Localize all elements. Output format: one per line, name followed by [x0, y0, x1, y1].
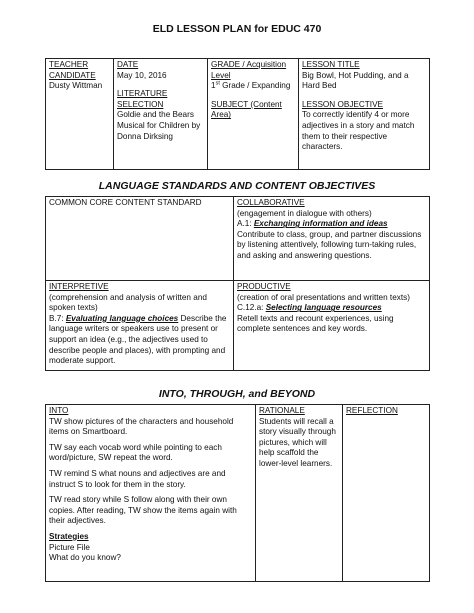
- reflection-cell: [343, 405, 430, 582]
- strategy-item: Picture File: [49, 542, 90, 552]
- into-label: INTO: [49, 406, 69, 415]
- standards-table: [45, 196, 430, 371]
- grade-suffix: st: [215, 80, 220, 87]
- into-paragraph-4: TW read story while S follow along with their own copies. After reading, TW show the items again with their adjectives.: [49, 495, 237, 526]
- grade-label: GRADE / Acquisition Level: [211, 60, 287, 80]
- teacher-value: Dusty Wittman: [49, 81, 103, 91]
- into-cell: [46, 405, 256, 582]
- strategies-label: Strategies: [49, 531, 89, 541]
- page-title: ELD LESSON PLAN for EDUC 470: [152, 23, 322, 35]
- literature-label: LITERATURE SELECTION: [117, 89, 168, 109]
- collaborative-desc: (engagement in dialogue with others): [237, 208, 372, 218]
- collaborative-label: COLLABORATIVE: [237, 198, 305, 207]
- grade-number: 1: [211, 81, 216, 91]
- itb-section-title: INTO, THROUGH, and BEYOND: [158, 388, 316, 400]
- common-core-cell: [46, 197, 234, 281]
- rationale-cell: [256, 405, 343, 582]
- collaborative-code: A.1:: [237, 219, 254, 229]
- common-core-label: COMMON CORE CONTENT STANDARD: [49, 198, 202, 207]
- subject-label: SUBJECT (Content Area): [211, 99, 282, 120]
- teacher-label: TEACHER CANDIDATE: [49, 60, 96, 80]
- productive-cell: [234, 281, 430, 371]
- grade-cell: [208, 59, 299, 170]
- collaborative-title: Exchanging information and ideas: [253, 219, 388, 229]
- standards-section-title: LANGUAGE STANDARDS AND CONTENT OBJECTIVES: [98, 180, 376, 192]
- interpretive-code: B.7:: [49, 313, 66, 323]
- productive-desc: (creation of oral presentations and written texts): [237, 292, 410, 302]
- date-label: DATE: [117, 60, 139, 69]
- interpretive-label: INTERPRETIVE: [49, 282, 109, 291]
- productive-code: C.12.a:: [237, 303, 266, 313]
- strategy-item: What do you know?: [49, 553, 121, 563]
- lesson-title-value: Big Bowl, Hot Pudding, and a Hard Bed: [302, 70, 409, 91]
- productive-label: PRODUCTIVE: [237, 282, 291, 291]
- lesson-info-table: [45, 58, 430, 170]
- teacher-cell: [46, 59, 114, 170]
- date-cell: [114, 59, 208, 170]
- lesson-title-label: LESSON TITLE: [302, 60, 360, 69]
- date-value: May 10, 2016: [117, 70, 167, 80]
- grade-value: [211, 81, 296, 92]
- collaborative-text: Contribute to class, group, and partner discussions by listening attentively, following turn-taking rules, and asking and answering questions.: [237, 229, 422, 260]
- into-paragraph-3: TW remind S what nouns and adjectives are and instruct S to look for them in the story.: [49, 468, 226, 489]
- interpretive-desc: (comprehension and analysis of written and spoken texts): [49, 292, 207, 313]
- objective-value: To correctly identify 4 or more adjectives in a story and match them to their respective characters.: [302, 110, 415, 152]
- interpretive-text: Describe the language writers or speakers use to present or support an idea (e.g., the adjectives used to describe people and places), with prompting and moderate support.: [49, 313, 227, 366]
- reflection-label: REFLECTION: [346, 406, 398, 415]
- into-paragraph-1: TW show pictures of the characters and household items on Smartboard.: [49, 416, 234, 437]
- interpretive-cell: [46, 281, 234, 371]
- rationale-text: Students will recall a story visually through pictures, which will help scaffold the lower-level learners.: [259, 416, 336, 468]
- rationale-label: RATIONALE: [259, 406, 305, 415]
- interpretive-title: Evaluating language choices: [65, 313, 179, 323]
- productive-title: Selecting language resources: [265, 303, 382, 313]
- literature-value: Goldie and the Bears Musical for Children by Donna Dirksing: [117, 110, 201, 141]
- into-paragraph-2: TW say each vocab word while pointing to each word/picture, SW repeat the word.: [49, 442, 222, 463]
- productive-text: Retell texts and recount experiences, using complete sentences and key words.: [237, 313, 394, 334]
- objective-label: LESSON OBJECTIVE: [302, 99, 383, 109]
- collaborative-cell: [234, 197, 430, 281]
- itb-table: [45, 404, 430, 582]
- grade-rest: Grade / Expanding: [219, 81, 291, 91]
- lesson-title-cell: [299, 59, 430, 170]
